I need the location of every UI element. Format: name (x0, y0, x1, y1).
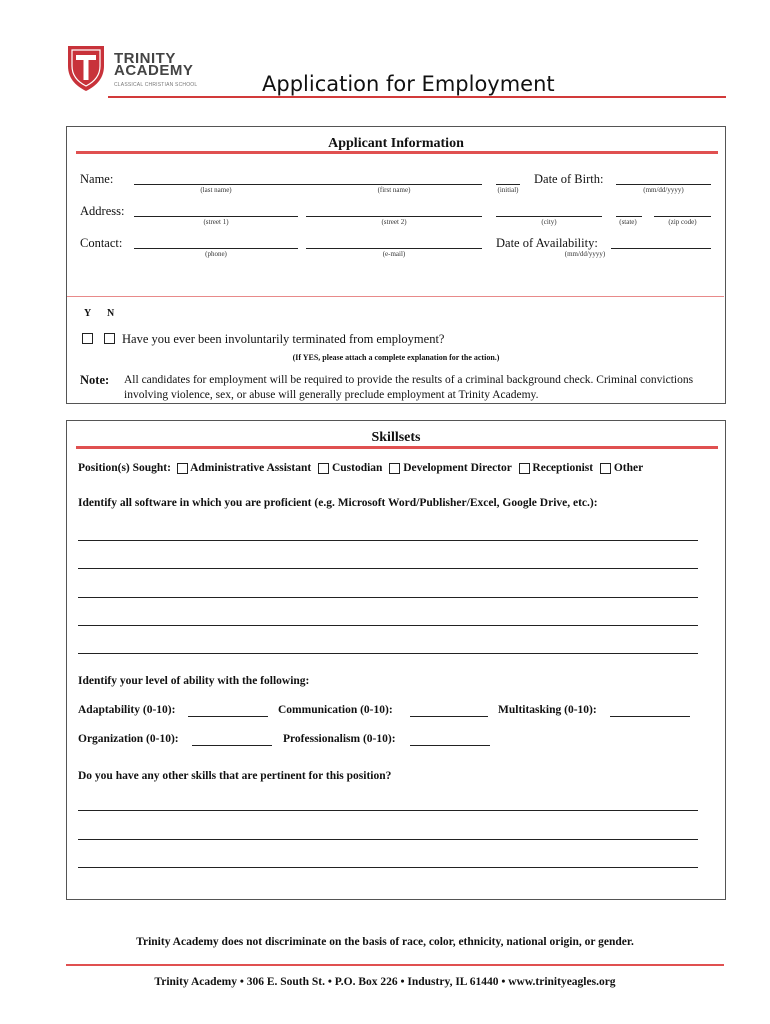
name-field[interactable] (134, 184, 482, 185)
availability-field[interactable] (611, 248, 711, 249)
form-title: Application for Employment (262, 72, 555, 96)
phone-field[interactable] (134, 248, 298, 249)
dob-field[interactable] (616, 184, 711, 185)
first-name-hint: (first name) (377, 186, 411, 194)
terminated-question: Have you ever been involuntarily terminated from employment? (122, 332, 445, 346)
position-development-label: Development Director (403, 462, 512, 474)
nondiscrimination-statement: Trinity Academy does not discriminate on the basis of race, color, ethnicity, national origin, or gender. (136, 936, 634, 948)
no-label: N (107, 308, 115, 319)
skillsets-section (66, 420, 726, 900)
logo-line2: ACADEMY (114, 62, 194, 79)
phone-hint: (phone) (205, 250, 227, 258)
software-line-4[interactable] (78, 625, 698, 626)
name-label: Name: (80, 172, 114, 186)
ability-prompt: Identify your level of ability with the following: (78, 675, 310, 687)
yes-label: Y (84, 308, 92, 319)
applicant-divider (67, 296, 724, 297)
title-divider (108, 96, 726, 98)
trinity-academy-logo (66, 44, 106, 92)
communication-label: Communication (0-10): (278, 704, 393, 716)
software-line-3[interactable] (78, 597, 698, 598)
zip-hint: (zip code) (668, 218, 697, 226)
logo-line1: TRINITY (114, 50, 176, 67)
multitasking-label: Multitasking (0-10): (498, 704, 597, 716)
skillsets-heading: Skillsets (371, 430, 421, 445)
position-custodian-checkbox[interactable] (318, 463, 329, 474)
position-development-checkbox[interactable] (389, 463, 400, 474)
street2-hint: (street 2) (381, 218, 407, 226)
email-hint: (e-mail) (382, 250, 406, 258)
street1-hint: (street 1) (203, 218, 229, 226)
software-line-2[interactable] (78, 568, 698, 569)
professionalism-label: Professionalism (0-10): (283, 733, 396, 745)
other-skills-line-2[interactable] (78, 839, 698, 840)
positions-row (78, 462, 643, 474)
communication-field[interactable] (410, 716, 488, 717)
footer-address: Trinity Academy • 306 E. South St. • P.O. Box 226 • Industry, IL 61440 • www.trinityeagles.org (154, 976, 616, 988)
position-admin-label: Administrative Assistant (190, 462, 312, 474)
positions-label: Position(s) Sought: (78, 462, 171, 474)
software-line-5[interactable] (78, 653, 698, 654)
applicant-heading: Applicant Information (328, 136, 464, 151)
email-field[interactable] (306, 248, 482, 249)
street1-field[interactable] (134, 216, 298, 217)
multitasking-field[interactable] (610, 716, 690, 717)
last-name-hint: (last name) (200, 186, 232, 194)
initial-hint: (initial) (497, 186, 519, 194)
availability-label: Date of Availability: (496, 236, 598, 250)
adaptability-label: Adaptability (0-10): (78, 704, 176, 716)
note-text: All candidates for employment will be required to provide the results of a criminal background check. Criminal convictions involving violence, sex, or abuse will generally preclude employment at Trinity Academy. (124, 374, 694, 401)
contact-label: Contact: (80, 236, 123, 250)
applicant-heading-rule (76, 151, 718, 154)
availability-format-hint: (mm/dd/yyyy) (564, 250, 606, 258)
dob-label: Date of Birth: (534, 172, 604, 186)
other-skills-line-3[interactable] (78, 867, 698, 868)
position-receptionist-label: Receptionist (532, 462, 594, 474)
state-hint: (state) (619, 218, 637, 226)
other-skills-prompt: Do you have any other skills that are pertinent for this position? (78, 770, 392, 782)
adaptability-field[interactable] (188, 716, 268, 717)
terminated-note: (If YES, please attach a complete explanation for the action.) (292, 353, 500, 362)
logo-subtitle: CLASSICAL CHRISTIAN SCHOOL (114, 82, 198, 88)
terminated-no-checkbox[interactable] (104, 333, 115, 344)
position-admin-checkbox[interactable] (177, 463, 188, 474)
other-skills-line-1[interactable] (78, 810, 698, 811)
position-other-label: Other (613, 462, 644, 474)
city-hint: (city) (541, 218, 557, 226)
organization-label: Organization (0-10): (78, 733, 179, 745)
terminated-yes-checkbox[interactable] (82, 333, 93, 344)
position-other-checkbox[interactable] (600, 463, 611, 474)
skillsets-heading-rule (76, 446, 718, 449)
address-label: Address: (80, 204, 125, 218)
note-label: Note: (80, 373, 110, 387)
applicant-information-section (66, 126, 726, 404)
city-field[interactable] (496, 216, 602, 217)
organization-field[interactable] (192, 745, 272, 746)
professionalism-field[interactable] (410, 745, 490, 746)
footer-divider (66, 964, 724, 966)
zip-field[interactable] (654, 216, 711, 217)
state-field[interactable] (616, 216, 642, 217)
street2-field[interactable] (306, 216, 482, 217)
position-receptionist-checkbox[interactable] (519, 463, 530, 474)
initial-field[interactable] (496, 184, 520, 185)
software-line-1[interactable] (78, 540, 698, 541)
software-prompt: Identify all software in which you are proficient (e.g. Microsoft Word/Publisher/Excel, Google Drive, etc.): (78, 497, 598, 509)
dob-format-hint: (mm/dd/yyyy) (643, 186, 684, 194)
position-custodian-label: Custodian (331, 462, 383, 474)
